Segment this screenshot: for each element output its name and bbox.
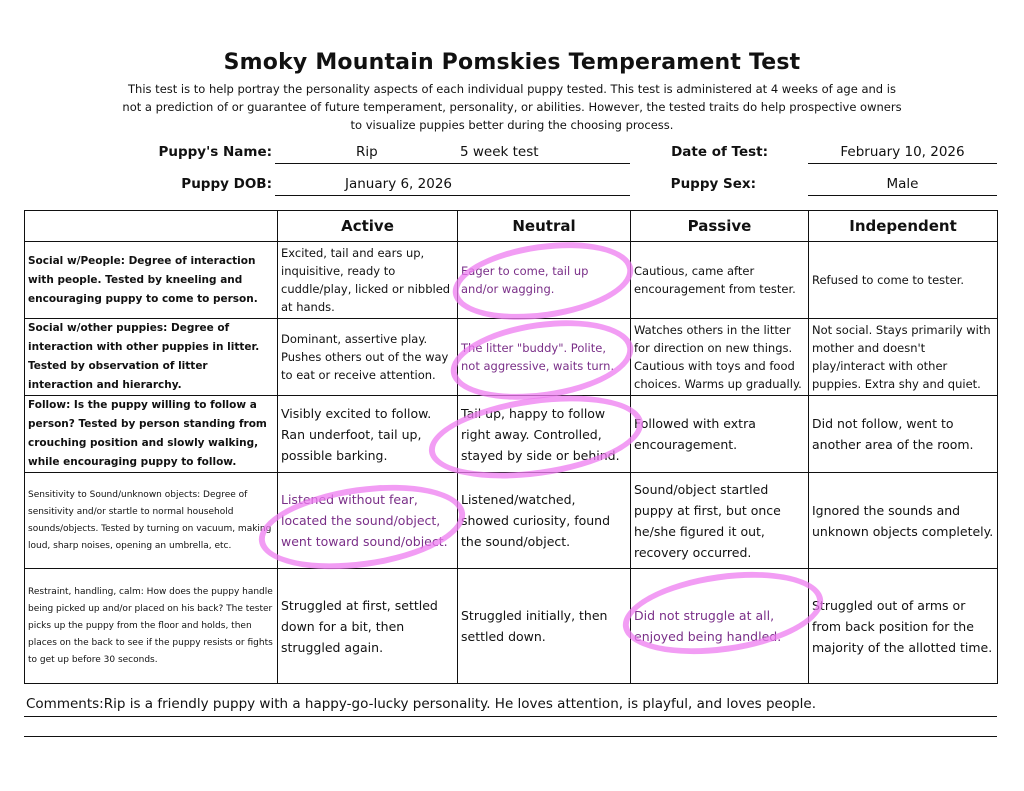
cell-independent: Ignored the sounds and unknown objects completely. — [809, 473, 998, 569]
criterion-social-people: Social w/People: Degree of interaction with people. Tested by kneeling and encouraging puppy to come to person. — [25, 242, 278, 319]
cell-active: Dominant, assertive play. Pushes others out of the way to eat or receive attention. — [278, 319, 458, 396]
table-row — [25, 473, 998, 569]
comments-line — [24, 716, 997, 717]
cell-neutral: Eager to come, tail up and/or wagging. — [458, 242, 631, 319]
puppy-name-value: Rip — [356, 144, 378, 160]
puppy-name-label: Puppy's Name: — [158, 144, 272, 160]
cell-independent: Not social. Stays primarily with mother and doesn't play/interact with other puppies. Extra shy and quiet. — [809, 319, 998, 396]
header-independent: Independent — [809, 211, 998, 242]
cell-independent: Struggled out of arms or from back position for the majority of the allotted time. — [809, 569, 998, 684]
page-title: Smoky Mountain Pomskies Temperament Test — [223, 50, 801, 75]
cell-independent: Refused to come to tester. — [809, 242, 998, 319]
puppy-name-note: 5 week test — [460, 144, 539, 160]
test-date-label: Date of Test: — [671, 144, 768, 160]
temperament-table — [24, 210, 998, 684]
cell-passive: Did not struggle at all, enjoyed being handled. — [631, 569, 809, 684]
test-date-value: February 10, 2026 — [840, 144, 965, 160]
puppy-dob-line — [275, 173, 630, 196]
puppy-dob-label: Puppy DOB: — [181, 176, 272, 192]
criterion-follow: Follow: Is the puppy willing to follow a person? Tested by person standing from crouching position and slowly walking, while encouraging puppy to follow. — [25, 396, 278, 473]
intro-paragraph: This test is to help portray the personality aspects of each individual puppy tested. This test is administered at 4 weeks of age and is not a prediction of or guarantee of future temperament, personality, or abilities. However, the tested traits do help prospective owners to visualize puppies better during the choosing process. — [122, 82, 902, 132]
table-row — [25, 242, 998, 319]
header-active: Active — [278, 211, 458, 242]
puppy-sex-label: Puppy Sex: — [670, 176, 756, 192]
puppy-dob-value: January 6, 2026 — [345, 176, 452, 192]
cell-passive: Watches others in the litter for direction on new things. Cautious with toys and food choices. Warms up gradually. — [631, 319, 809, 396]
cell-neutral: The litter "buddy". Polite, not aggressive, waits turn. — [458, 319, 631, 396]
cell-passive: Followed with extra encouragement. — [631, 396, 809, 473]
cell-passive: Sound/object startled puppy at first, but once he/she figured it out, recovery occurred. — [631, 473, 809, 569]
cell-neutral: Tail up, happy to follow right away. Controlled, stayed by side or behind. — [458, 396, 631, 473]
header-neutral: Neutral — [458, 211, 631, 242]
puppy-name-line — [275, 141, 630, 164]
table-header-row — [25, 211, 998, 242]
header-criteria — [25, 211, 278, 242]
cell-active: Struggled at first, settled down for a bit, then struggled again. — [278, 569, 458, 684]
comments: Comments:Rip is a friendly puppy with a happy-go-lucky personality. He loves attention, is playful, and loves people. — [26, 696, 817, 712]
table-row — [25, 569, 998, 684]
table-row — [25, 396, 998, 473]
header-passive: Passive — [631, 211, 809, 242]
cell-neutral: Struggled initially, then settled down. — [458, 569, 631, 684]
cell-neutral: Listened/watched, showed curiosity, found the sound/object. — [458, 473, 631, 569]
criterion-social-puppies: Social w/other puppies: Degree of interaction with other puppies in litter. Tested by observation of litter interaction and hierarchy. — [25, 319, 278, 396]
criterion-sensitivity: Sensitivity to Sound/unknown objects: Degree of sensitivity and/or startle to normal household sounds/objects. Tested by turning on vacuum, making loud, sharp noises, opening an umbrella, etc. — [25, 473, 278, 569]
criterion-restraint: Restraint, handling, calm: How does the puppy handle being picked up and/or placed on his back? The tester picks up the puppy from the floor and holds, then places on the back to see if the puppy resists or fights to get up before 30 seconds. — [25, 569, 278, 684]
cell-active: Visibly excited to follow. Ran underfoot, tail up, possible barking. — [278, 396, 458, 473]
cell-active: Listened without fear, located the sound/object, went toward sound/object. — [278, 473, 458, 569]
cell-passive: Cautious, came after encouragement from tester. — [631, 242, 809, 319]
comments-line-2 — [24, 736, 997, 737]
cell-independent: Did not follow, went to another area of the room. — [809, 396, 998, 473]
cell-active: Excited, tail and ears up, inquisitive, ready to cuddle/play, licked or nibbled at hands. — [278, 242, 458, 319]
table-row — [25, 319, 998, 396]
puppy-sex-value: Male — [886, 176, 919, 192]
